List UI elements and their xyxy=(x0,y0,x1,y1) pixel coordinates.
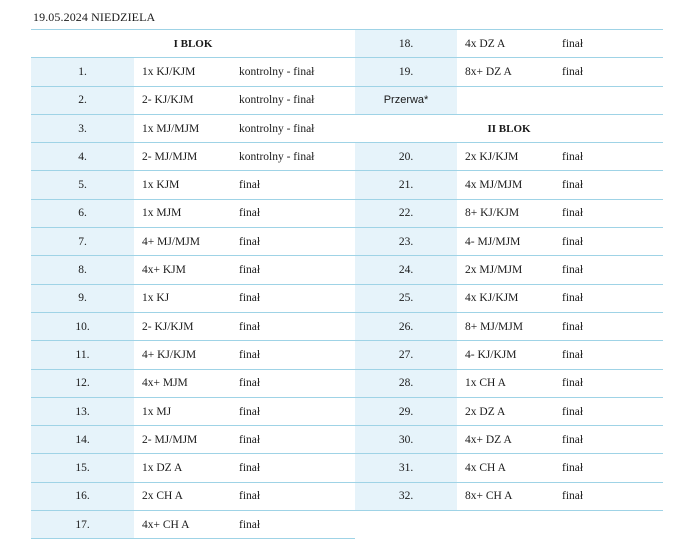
race-number: 17. xyxy=(31,511,134,539)
race-number: 22. xyxy=(355,199,457,227)
race-number: 26. xyxy=(355,312,457,340)
block-heading-first: I BLOK xyxy=(31,30,355,58)
race-event: 8+ KJ/KJM xyxy=(457,199,560,227)
race-number: 1. xyxy=(31,58,134,86)
block-heading-second: II BLOK xyxy=(355,114,663,142)
race-stage: kontrolny - finał xyxy=(237,114,355,142)
race-event: 4x+ DZ A xyxy=(457,426,560,454)
schedule-row xyxy=(31,58,663,86)
race-event: 4x+ CH A xyxy=(134,511,237,539)
race-event: 1x KJ/KJM xyxy=(134,58,237,86)
race-number: 29. xyxy=(355,397,457,425)
race-event: 4x CH A xyxy=(457,454,560,482)
race-stage: kontrolny - finał xyxy=(237,143,355,171)
schedule-row xyxy=(31,426,663,454)
race-stage: finał xyxy=(237,284,355,312)
race-stage: finał xyxy=(237,199,355,227)
race-number: 31. xyxy=(355,454,457,482)
schedule-row xyxy=(31,369,663,397)
race-number: 9. xyxy=(31,284,134,312)
race-stage: finał xyxy=(560,454,663,482)
schedule-row xyxy=(31,511,663,539)
race-stage: finał xyxy=(237,426,355,454)
race-event: 2- KJ/KJM xyxy=(134,86,237,114)
race-number: 21. xyxy=(355,171,457,199)
race-number: 30. xyxy=(355,426,457,454)
race-number: 15. xyxy=(31,454,134,482)
race-stage: finał xyxy=(237,312,355,340)
race-stage: finał xyxy=(560,341,663,369)
schedule-row xyxy=(31,199,663,227)
race-event: 4+ KJ/KJM xyxy=(134,341,237,369)
race-number: 23. xyxy=(355,228,457,256)
race-stage: finał xyxy=(237,341,355,369)
race-stage: finał xyxy=(560,397,663,425)
race-event: 4- MJ/MJM xyxy=(457,228,560,256)
race-event: 4x KJ/KJM xyxy=(457,284,560,312)
race-event: 4x MJ/MJM xyxy=(457,171,560,199)
race-stage: finał xyxy=(560,482,663,510)
race-number: 12. xyxy=(31,369,134,397)
race-number: 16. xyxy=(31,482,134,510)
race-event: 1x KJ xyxy=(134,284,237,312)
race-number: 11. xyxy=(31,341,134,369)
race-number: 10. xyxy=(31,312,134,340)
race-event: 4+ MJ/MJM xyxy=(134,228,237,256)
race-stage: finał xyxy=(560,30,663,58)
race-number: 28. xyxy=(355,369,457,397)
race-event: 2- MJ/MJM xyxy=(134,426,237,454)
schedule-table xyxy=(31,29,663,539)
race-event: 8+ MJ/MJM xyxy=(457,312,560,340)
race-stage: finał xyxy=(237,256,355,284)
race-stage: finał xyxy=(560,143,663,171)
race-number: 18. xyxy=(355,30,457,58)
race-stage: finał xyxy=(237,397,355,425)
schedule-row xyxy=(31,228,663,256)
schedule-row xyxy=(31,454,663,482)
race-number: 8. xyxy=(31,256,134,284)
race-event: 4x DZ A xyxy=(457,30,560,58)
schedule-row xyxy=(31,397,663,425)
race-event: 8x+ CH A xyxy=(457,482,560,510)
race-stage: finał xyxy=(560,426,663,454)
schedule-row xyxy=(31,482,663,510)
race-stage: finał xyxy=(560,199,663,227)
race-stage: kontrolny - finał xyxy=(237,86,355,114)
schedule-row xyxy=(31,171,663,199)
race-stage: finał xyxy=(237,369,355,397)
race-stage: finał xyxy=(560,171,663,199)
race-event: 1x MJ xyxy=(134,397,237,425)
race-event: 1x CH A xyxy=(457,369,560,397)
race-event: 4x+ MJM xyxy=(134,369,237,397)
race-event: 2- MJ/MJM xyxy=(134,143,237,171)
race-event: 8x+ DZ A xyxy=(457,58,560,86)
schedule-row xyxy=(31,312,663,340)
race-stage: finał xyxy=(237,171,355,199)
race-event: 1x DZ A xyxy=(134,454,237,482)
race-stage: finał xyxy=(237,482,355,510)
race-event: 2- KJ/KJM xyxy=(134,312,237,340)
race-event: 2x MJ/MJM xyxy=(457,256,560,284)
race-event: 4- KJ/KJM xyxy=(457,341,560,369)
race-number: 5. xyxy=(31,171,134,199)
race-number: 25. xyxy=(355,284,457,312)
race-number: 13. xyxy=(31,397,134,425)
race-event: 2x DZ A xyxy=(457,397,560,425)
race-number: 7. xyxy=(31,228,134,256)
race-stage: finał xyxy=(237,511,355,539)
empty-cell xyxy=(457,86,663,114)
race-stage: finał xyxy=(560,284,663,312)
race-stage: kontrolny - finał xyxy=(237,58,355,86)
race-number: 2. xyxy=(31,86,134,114)
race-stage: finał xyxy=(237,228,355,256)
race-stage: finał xyxy=(560,256,663,284)
schedule-row xyxy=(31,30,663,58)
race-stage: finał xyxy=(237,454,355,482)
race-stage: finał xyxy=(560,312,663,340)
empty-cell xyxy=(355,511,663,539)
schedule-row xyxy=(31,143,663,171)
race-stage: finał xyxy=(560,369,663,397)
schedule-row xyxy=(31,114,663,142)
race-event: 2x KJ/KJM xyxy=(457,143,560,171)
schedule-row xyxy=(31,284,663,312)
race-stage: finał xyxy=(560,228,663,256)
schedule-row xyxy=(31,86,663,114)
race-number: 32. xyxy=(355,482,457,510)
schedule-date: 19.05.2024 NIEDZIELA xyxy=(33,10,156,24)
race-number: 3. xyxy=(31,114,134,142)
race-event: 1x MJ/MJM xyxy=(134,114,237,142)
race-number: 27. xyxy=(355,341,457,369)
race-event: 1x MJM xyxy=(134,199,237,227)
race-number: 14. xyxy=(31,426,134,454)
race-event: 1x KJM xyxy=(134,171,237,199)
break-label: Przerwa* xyxy=(355,86,457,114)
race-number: 24. xyxy=(355,256,457,284)
race-number: 20. xyxy=(355,143,457,171)
race-stage: finał xyxy=(560,58,663,86)
race-number: 19. xyxy=(355,58,457,86)
race-number: 6. xyxy=(31,199,134,227)
race-number: 4. xyxy=(31,143,134,171)
schedule-row xyxy=(31,256,663,284)
race-event: 4x+ KJM xyxy=(134,256,237,284)
schedule-row xyxy=(31,341,663,369)
race-event: 2x CH A xyxy=(134,482,237,510)
